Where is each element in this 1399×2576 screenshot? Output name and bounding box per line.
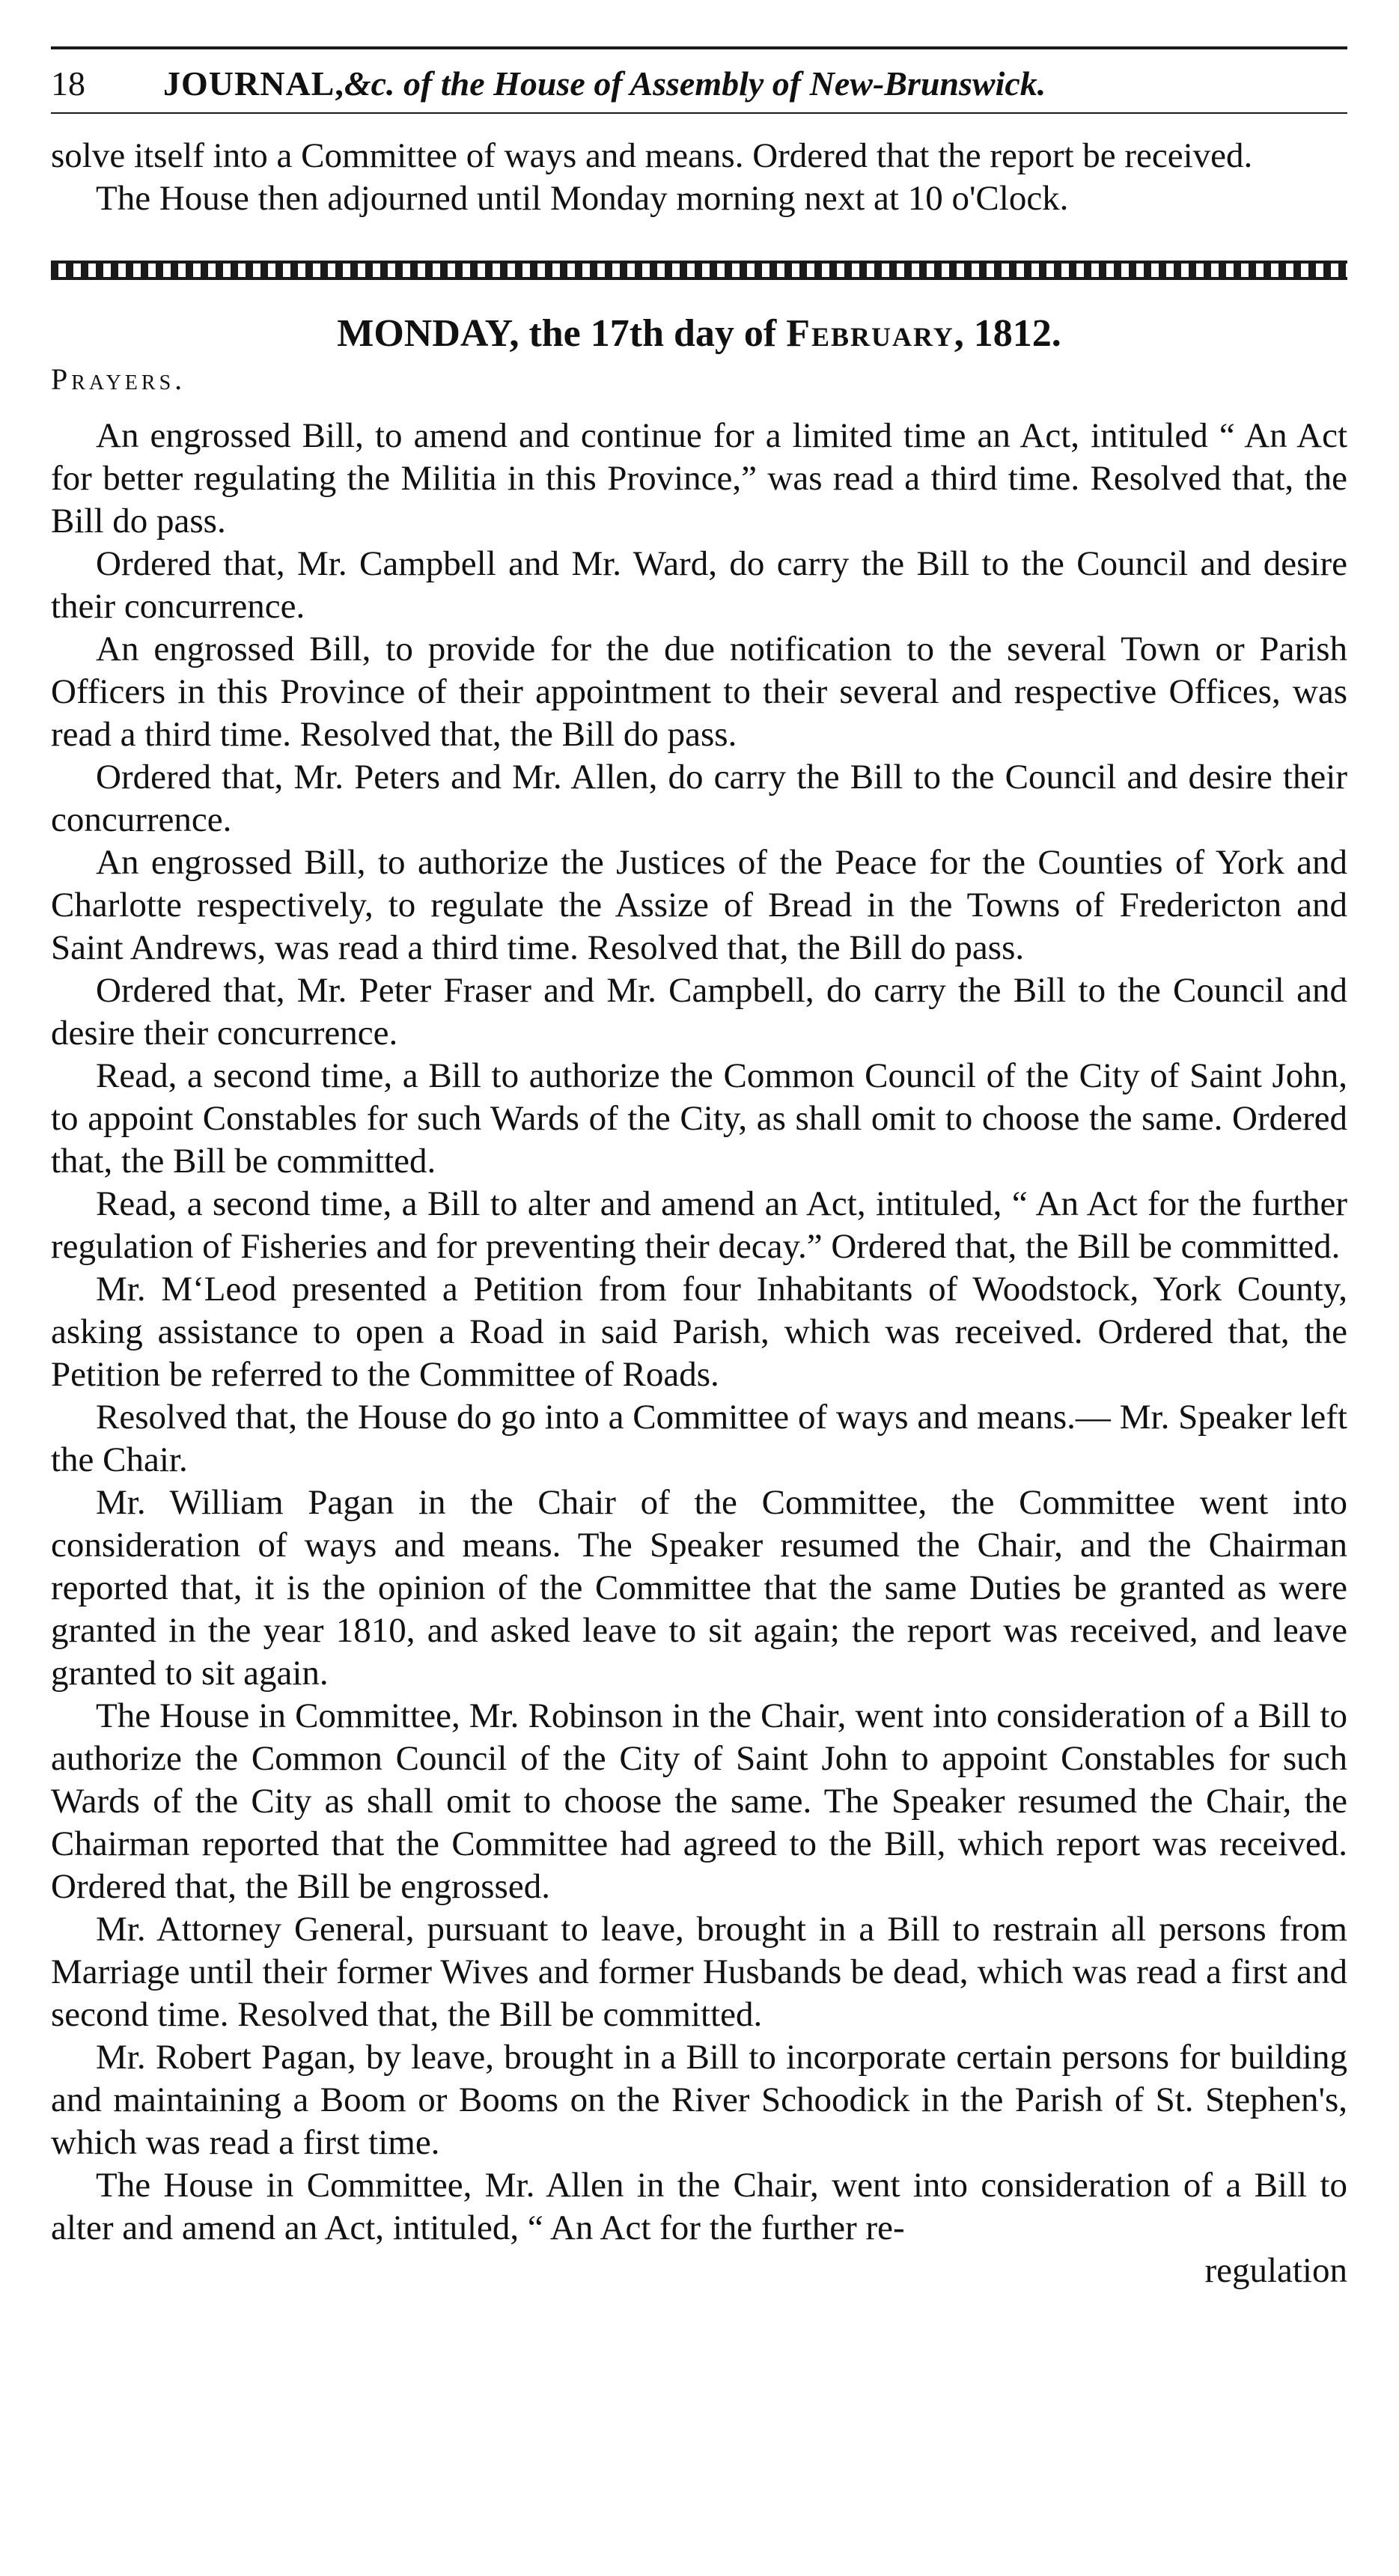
- opening-paragraph-2: The House then adjourned until Monday morning next at 10 o'Clock.: [96, 179, 1069, 218]
- paragraph-1: An engrossed Bill, to amend and continue for a limited time an Act, intituled “ An Act for better regulating the Militia in this Province,” was read a third time. Resolved that, the Bill do pass.: [51, 416, 1347, 541]
- prayers-label: Prayers.: [51, 362, 186, 396]
- page-number: 18: [51, 64, 85, 103]
- paragraph-13: Mr. Attorney General, pursuant to leave, brought in a Bill to restrain all persons from Marriage until their former Wives and former Husbands be dead, which was read a first and second time. Resolved that, the Bill be committed.: [51, 1910, 1347, 2034]
- running-title-main: JOURNAL,: [163, 64, 344, 103]
- paragraph-4: Ordered that, Mr. Peters and Mr. Allen, do carry the Bill to the Council and desire their concurrence.: [51, 758, 1347, 839]
- paragraph-2: Ordered that, Mr. Campbell and Mr. Ward, do carry the Bill to the Council and desire their concurrence.: [51, 544, 1347, 626]
- paragraph-6: Ordered that, Mr. Peter Fraser and Mr. Campbell, do carry the Bill to the Council and desire their concurrence.: [51, 971, 1347, 1053]
- paragraph-7: Read, a second time, a Bill to authorize the Common Council of the City of Saint John, to appoint Constables for such Wards of the City, as shall omit to choose the same. Ordered that, the Bill be committed.: [51, 1056, 1347, 1181]
- top-rule: [51, 46, 1347, 49]
- day-heading-month: February: [786, 312, 954, 355]
- paragraph-9: Mr. M‘Leod presented a Petition from four Inhabitants of Woodstock, York County, asking assistance to open a Road in said Parish, which was received. Ordered that, the Petition be referred to the Committee of Roads.: [51, 1270, 1347, 1394]
- running-head: [51, 57, 1347, 111]
- paragraph-5: An engrossed Bill, to authorize the Justices of the Peace for the Counties of York and Charlotte respectively, to regulate the Assize of Bread in the Towns of Fredericton and Saint Andrews, was read a third time. Resolved that, the Bill do pass.: [51, 843, 1347, 967]
- paragraph-14: Mr. Robert Pagan, by leave, brought in a Bill to incorporate certain persons for building and maintaining a Boom or Booms on the River Schoodick in the Parish of St. Stephen's, which was read a first time.: [51, 2038, 1347, 2162]
- ornamental-divider: [51, 261, 1347, 280]
- catchword: regulation: [1204, 2251, 1347, 2290]
- header-rule: [51, 112, 1347, 114]
- paragraph-12: The House in Committee, Mr. Robinson in the Chair, went into consideration of a Bill to authorize the Common Council of the City of Saint John to appoint Constables for such Wards of the City as shall omit to choose the same. The Speaker resumed the Chair, the Chairman reported that the Committee had agreed to the Bill, which report was received. Ordered that, the Bill be engrossed.: [51, 1696, 1347, 1906]
- paragraph-10: Resolved that, the House do go into a Committee of ways and means.— Mr. Speaker left the Chair.: [51, 1398, 1347, 1479]
- running-title-italic: &c. of the House of Assembly of New-Brunswick.: [344, 64, 1046, 103]
- paragraph-11: Mr. William Pagan in the Chair of the Committee, the Committee went into consideration of ways and means. The Speaker resumed the Chair, and the Chairman reported that, it is the opinion of the Committee that the same Duties be granted as were granted in the year 1810, and asked leave to sit again; the report was received, and leave granted to sit again.: [51, 1483, 1347, 1693]
- paragraph-3: An engrossed Bill, to provide for the due notification to the several Town or Parish Officers in this Province of their appointment to their several and respective Offices, was read a third time. Resolved that, the Bill do pass.: [51, 630, 1347, 754]
- page-content: [51, 46, 1347, 2292]
- day-heading: [51, 311, 1347, 356]
- opening-paragraph-1: solve itself into a Committee of ways and means. Ordered that the report be received.: [51, 136, 1253, 175]
- paragraph-8: Read, a second time, a Bill to alter and amend an Act, intituled, “ An Act for the further regulation of Fisheries and for preventing their decay.” Ordered that, the Bill be committed.: [51, 1184, 1347, 1266]
- paragraph-15: The House in Committee, Mr. Allen in the Chair, went into consideration of a Bill to alter and amend an Act, intituled, “ An Act for the further re-: [51, 2166, 1347, 2247]
- day-heading-pre: MONDAY, the 17th day of: [337, 312, 787, 355]
- day-heading-post: , 1812.: [954, 312, 1061, 355]
